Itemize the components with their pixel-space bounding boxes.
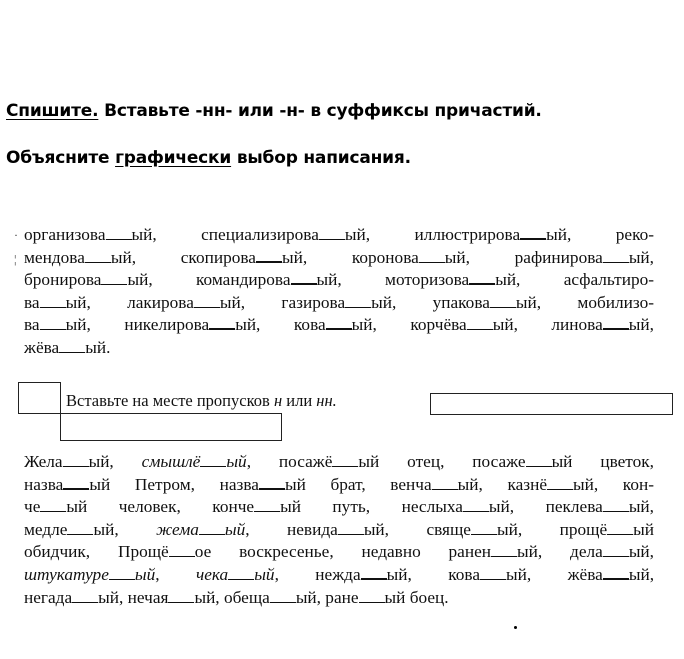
- text-segment: смышлё: [141, 452, 201, 471]
- text-segment: ый отец, посаже: [358, 452, 526, 471]
- text-segment: жёва: [24, 337, 60, 357]
- instruction-letter-nn: нн.: [316, 391, 337, 410]
- blank-gap: [526, 452, 552, 467]
- text-segment: ый, свяще: [363, 519, 471, 539]
- blank-gap: [603, 248, 629, 263]
- text-line: [24, 269, 654, 292]
- blank-gap: [603, 542, 629, 557]
- blank-gap: [199, 520, 225, 535]
- explain-heading-before: Объясните: [6, 148, 110, 168]
- blank-gap: [319, 225, 345, 240]
- text-segment: обидчик, Прощё: [24, 542, 169, 562]
- blank-gap: [168, 588, 194, 603]
- text-segment: ый, жёва: [506, 564, 603, 584]
- text-segment: ый, скопирова: [110, 247, 256, 267]
- text-line: [24, 247, 654, 270]
- blank-gap: [520, 224, 546, 240]
- exercise-label-box: [60, 413, 282, 441]
- blank-gap: [169, 542, 195, 557]
- text-line: [24, 474, 654, 497]
- text-segment: штукатуре: [24, 564, 109, 584]
- blank-gap: [359, 588, 385, 603]
- blank-gap: [607, 520, 633, 535]
- blank-gap: [480, 565, 506, 580]
- text-line: [24, 337, 654, 360]
- text-segment: ый, иллюстрирова: [344, 225, 521, 244]
- blank-gap: [106, 225, 132, 240]
- blank-gap: [332, 452, 358, 467]
- text-segment: ый, никелирова: [65, 315, 210, 335]
- stray-dot: [514, 626, 517, 629]
- blank-gap: [471, 520, 497, 535]
- text-segment: ый, ране: [295, 587, 359, 607]
- text-segment: ый,: [628, 542, 654, 562]
- blank-gap: [291, 269, 317, 285]
- explain-heading-after: выбор написания.: [236, 148, 411, 168]
- blank-gap: [40, 293, 66, 308]
- text-segment: ый,: [93, 519, 157, 539]
- blank-gap: [254, 497, 280, 512]
- blank-gap: [228, 565, 254, 580]
- text-segment: ый человек, конче: [66, 497, 255, 517]
- text-segment: ый, прощё: [496, 519, 608, 539]
- blank-gap: [603, 564, 629, 580]
- blank-gap: [603, 497, 629, 512]
- text-segment: ,: [155, 564, 196, 584]
- text-segment: ое воскресенье, недавно ранен: [194, 542, 492, 562]
- text-segment: ый, мобилизо-: [515, 292, 654, 312]
- text-segment: ый, дела: [517, 542, 603, 562]
- text-segment: , посажё: [246, 452, 333, 471]
- text-line: [24, 541, 654, 564]
- text-segment: ый брат, венча: [284, 474, 432, 494]
- text-segment: ый, кова: [235, 315, 326, 335]
- text-segment: организова: [24, 225, 106, 244]
- blank-gap: [345, 293, 371, 308]
- text-segment: ый,: [628, 247, 654, 267]
- text-segment: ый, моторизова: [316, 270, 470, 290]
- text-segment: ый, лакирова: [65, 292, 194, 312]
- text-segment: бронирова: [24, 270, 102, 290]
- text-segment: ый, газирова: [219, 292, 346, 312]
- margin-mark: ¦: [14, 252, 17, 266]
- text-segment: мендова: [24, 247, 85, 267]
- text-segment: ый Петром, назва: [89, 474, 259, 494]
- blank-gap: [85, 248, 111, 263]
- blank-gap: [469, 269, 495, 285]
- exercise-2-text: [24, 451, 654, 609]
- blank-gap: [40, 497, 66, 512]
- text-segment: ый: [633, 519, 654, 539]
- text-segment: ый: [224, 519, 246, 539]
- text-segment: ый: [254, 564, 275, 584]
- blank-gap: [194, 293, 220, 308]
- text-segment: медле: [24, 519, 68, 539]
- text-line: [24, 587, 654, 610]
- text-segment: ый.: [85, 337, 111, 357]
- blank-gap: [63, 474, 89, 490]
- blank-gap: [361, 564, 387, 580]
- text-segment: че: [24, 497, 41, 517]
- explain-heading: [6, 148, 411, 168]
- task-heading-text: Вставьте -нн- или -н- в суффиксы причастий.: [104, 101, 542, 121]
- blank-gap: [59, 338, 85, 353]
- blank-gap: [63, 452, 89, 467]
- blank-gap: [101, 270, 127, 285]
- blank-gap: [270, 588, 296, 603]
- text-segment: ый, нечая: [98, 587, 169, 607]
- text-segment: ый, казнё: [457, 474, 547, 494]
- text-segment: , невида: [245, 519, 338, 539]
- text-segment: ва: [24, 292, 40, 312]
- text-line: [24, 496, 654, 519]
- text-segment: Жела: [24, 452, 63, 471]
- blank-gap: [200, 452, 226, 467]
- blank-gap: [72, 588, 98, 603]
- answer-box: [430, 393, 673, 415]
- text-segment: ва: [24, 315, 40, 335]
- text-segment: ый боец.: [384, 587, 449, 607]
- instruction-letter-n: н: [273, 391, 283, 410]
- text-segment: ый,: [88, 452, 142, 471]
- instruction-or: или: [286, 391, 313, 410]
- text-line: [24, 292, 654, 315]
- exercise-2-instruction: [66, 391, 337, 411]
- text-segment: ый, коронова: [281, 247, 419, 267]
- text-segment: ый, корчёва: [351, 315, 467, 335]
- text-line: [24, 314, 654, 337]
- blank-gap: [419, 248, 445, 263]
- text-line: [24, 519, 654, 542]
- explain-heading-underlined: графически: [115, 148, 232, 168]
- task-heading-verb: Спишите.: [6, 101, 99, 121]
- text-segment: ый цветок,: [551, 452, 654, 471]
- blank-gap: [490, 293, 516, 308]
- text-segment: чека: [195, 564, 229, 584]
- text-segment: , нежда: [274, 564, 361, 584]
- text-segment: ый,: [628, 564, 654, 584]
- text-segment: ый, пеклева: [488, 497, 603, 517]
- blank-gap: [547, 475, 573, 490]
- blank-gap: [432, 475, 458, 490]
- blank-gap: [603, 314, 629, 330]
- blank-gap: [40, 315, 66, 330]
- instruction-prefix: Вставьте на месте пропусков: [66, 391, 270, 410]
- text-line: [24, 224, 654, 247]
- blank-gap: [338, 520, 364, 535]
- text-segment: ый, рафинирова: [444, 247, 603, 267]
- text-segment: ый,: [628, 315, 654, 335]
- blank-gap: [67, 520, 93, 535]
- text-segment: ый,: [628, 497, 654, 517]
- text-segment: ый: [226, 452, 247, 471]
- exercise-1-text: [24, 224, 654, 360]
- text-segment: негада: [24, 587, 73, 607]
- text-segment: ый, асфальтиро-: [495, 270, 654, 290]
- text-segment: ый путь, неслыха: [280, 497, 463, 517]
- blank-gap: [259, 474, 285, 490]
- task-heading: [6, 101, 542, 121]
- text-segment: ый, упакова: [371, 292, 490, 312]
- text-segment: ый: [134, 564, 156, 584]
- blank-gap: [491, 542, 517, 557]
- text-line: [24, 451, 654, 474]
- blank-gap: [109, 565, 135, 580]
- exercise-number-box: [18, 382, 61, 414]
- blank-gap: [209, 314, 235, 330]
- text-line: [24, 564, 654, 587]
- text-segment: ый, кон-: [573, 474, 654, 494]
- blank-gap: [256, 247, 282, 263]
- text-segment: ый, линова: [492, 315, 603, 335]
- blank-gap: [463, 497, 489, 512]
- text-segment: ый, специализирова: [131, 225, 319, 244]
- text-segment: жема: [156, 519, 199, 539]
- text-segment: назва: [24, 474, 64, 494]
- text-segment: ый, кова: [386, 564, 481, 584]
- text-segment: ый, командирова: [127, 270, 291, 290]
- text-segment: ый, обеща: [194, 587, 270, 607]
- blank-gap: [467, 315, 493, 330]
- text-segment: ый, реко-: [546, 225, 654, 244]
- blank-gap: [326, 314, 352, 330]
- margin-mark: ·: [14, 228, 18, 242]
